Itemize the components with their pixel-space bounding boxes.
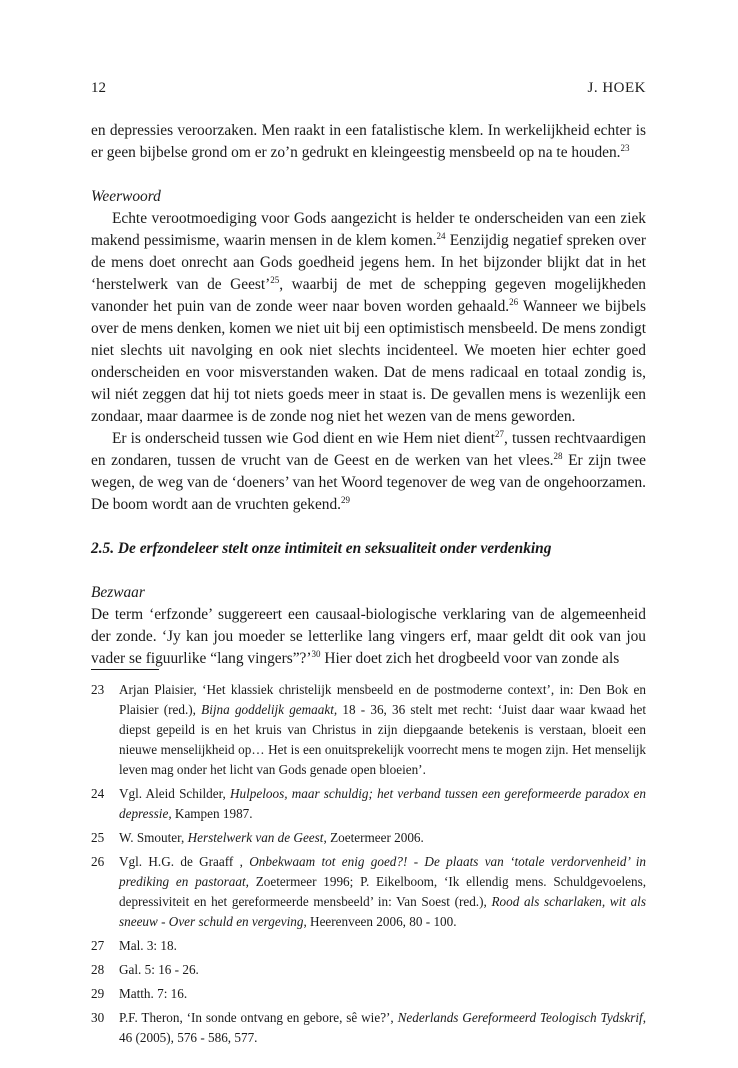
footnote-number: 27 [91,938,105,953]
footnote-number: 23 [91,682,105,697]
footnote-24: 24 Vgl. Aleid Schilder, Hulpeloos, maar schuldig; het verband tussen een gereformeerde paradox en depressie, Kampen 1987. [91,786,647,821]
footnote-ref[interactable]: 27 [494,429,504,439]
paragraph-bezwaar: De term ‘erfzonde’ suggereert een causaal-biologische verklaring van de algemeenheid der zonde. ‘Jy kan jou moeder se letterlike lang vingers erf, maar geldt dit ook van jou vader se figuurlike “lang vingers”?’$^{30}$ Hier doet zich het drogbeeld voor van zonde als [91,606,646,667]
footnote-ref[interactable]: 30 [311,649,321,659]
footnote-29: 29 Matth. 7: 16. [91,984,646,1004]
footnote-ref[interactable]: 29 [341,495,351,505]
footnote-ref[interactable]: 25 [270,275,280,285]
page [91,0,646,1068]
paragraph-weerwoord-2: Er is onderscheid tussen wie God dient en wie Hem niet dient$^{27}$, tussen rechtvaardigen en zondaren, tussen de vrucht van de Geest en de werken van het vlees.$^{28}$ Er zijn twee wegen, de weg van de ‘doeners’ van het Woord tegenover de weg van de ongehoorzamen. De boom wordt aan de vruchten gekend.$^{29}$ [91,429,647,513]
paragraph-weerwoord-1: Echte verootmoediging voor Gods aangezicht is helder te onderscheiden van een ziek makend pessimisme, waarin mensen in de klem komen.$^{24}$ Eenzijdig negatief spreken over de mens doet onrecht aan Gods goedheid jegens hem. In het bijzonder blijkt dat in het ‘herstelwerk van de Geest’$^{25}$, waarbij de met de schepping gegeven mogelijkheden vanonder het puin van de zonde weer naar boven worden gehaald.$^{26}$ Wanneer we bijbels over de mens denken, komen we niet uit bij een optimistisch mensbeeld. De mens zondigt niet slechts uit navolging en ook niet slechts incidenteel. We moeten hier echter goed onderscheiden en voor misverstanden waken. Dat de mens radicaal en totaal zondig is, wil niét zeggen dat hij tot niets goeds meer in staat is. De gevallen mens is wezenlijk een zondaar, maar daarmee is de zonde nog niet het wezen van de mens geworden. [91,210,647,425]
footnote-26: 26 Vgl. H.G. de Graaff , Onbekwaam tot enig goed?! - De plaats van ‘totale verdorvenheid’ in prediking en pastoraat, Zoetermeer 1996; P. Eikelboom, ‘Ik ellendig mens. Schuldgevoelens, depressiviteit en het gereformeerde mensbeeld’ in: Van Soest (red.), Rood als scharlaken, wit als sneeuw - Over schuld en vergeving, Heerenveen 2006, 80 - 100. [91,854,647,929]
footnote-ref[interactable]: 26 [509,297,519,307]
page-number: 12 [91,80,106,96]
footnote-23: 23 Arjan Plaisier, ‘Het klassiek christelijk mensbeeld en de postmoderne context’, in: Den Bok en Plaisier (red.), Bijna goddelijk gemaakt, 18 - 36, 36 stelt met recht: ‘Juist daar waar kwaad het diepst gepeild is en het kruis van Christus in zijn diepgaande betekenis is verstaan, bloeit een nieuwe menselijkheid op… Het is een onuitsprekelijk voorrecht mens te mogen zijn. Het menselijk leven mag onder het licht van Gods genade open bloeien’. [91,682,646,777]
footnote-number: 28 [91,962,105,977]
footnote-number: 26 [91,854,105,869]
footnote-number: 30 [91,1010,105,1025]
footnote-27: 27 Mal. 3: 18. [91,936,646,956]
footnote-ref[interactable]: 28 [553,451,563,461]
running-header [91,80,646,100]
footnote-number: 25 [91,830,105,845]
footnote-separator [91,669,159,670]
footnote-25: 25 W. Smouter, Herstelwerk van de Geest, Zoetermeer 2006. [91,828,646,848]
bezwaar-heading: Bezwaar [91,584,145,601]
footnote-number: 29 [91,986,105,1001]
footnotes [91,680,646,1052]
footnote-number: 24 [91,786,105,801]
footnote-28: 28 Gal. 5: 16 - 26. [91,960,646,980]
main-text [91,120,646,670]
running-author: J. HOEK [587,80,646,96]
footnote-ref[interactable]: 23 [620,143,630,153]
weerwoord-heading: Weerwoord [91,188,161,205]
footnote-ref[interactable]: 24 [436,231,446,241]
footnote-30: 30 P.F. Theron, ‘In sonde ontvang en gebore, sê wie?’, Nederlands Gereformeerd Teologisch Tydskrif, 46 (2005), 576 - 586, 577. [91,1010,647,1045]
paragraph-continuation: en depressies veroorzaken. Men raakt in een fatalistische klem. In werkelijkheid echter is er geen bijbelse grond om er zo’n gedrukt en kleingeestig mensbeeld op na te houden.$^{23}$ [91,122,646,161]
section-heading: 2.5. De erfzondeleer stelt onze intimiteit en seksualiteit onder verdenking [91,540,552,557]
